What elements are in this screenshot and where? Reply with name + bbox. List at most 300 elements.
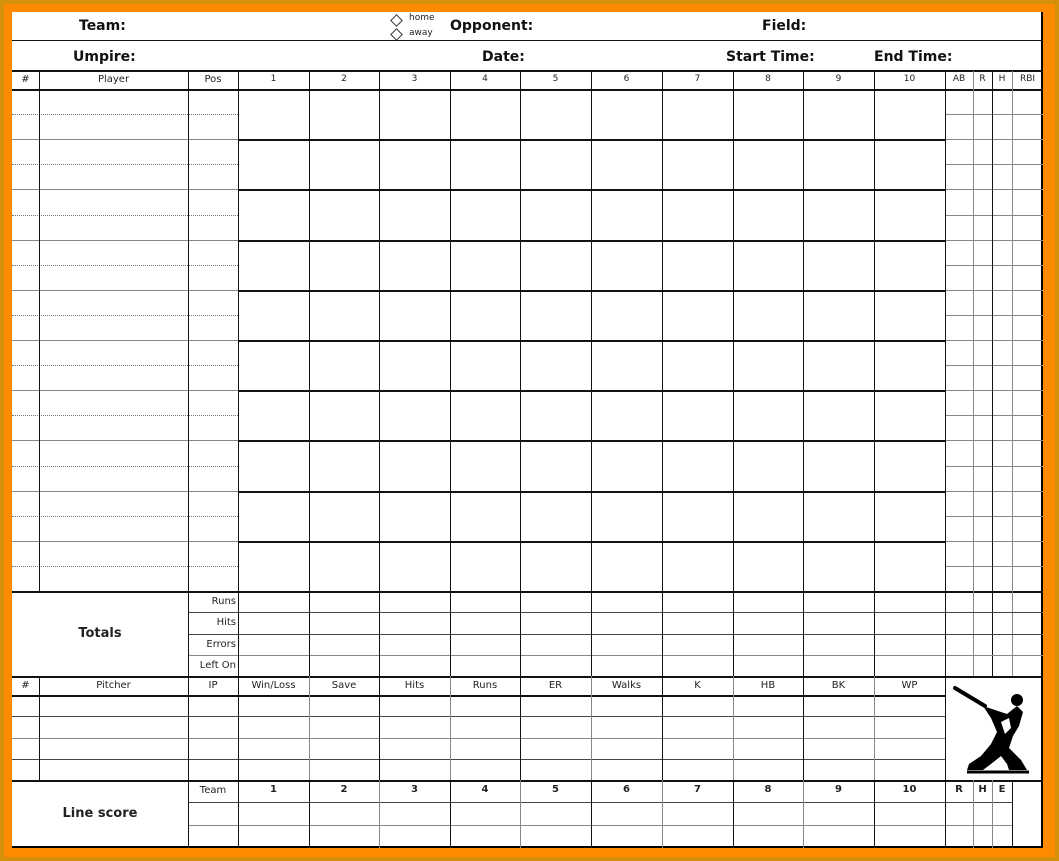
stat-cell[interactable] <box>945 139 973 164</box>
pitching-cell[interactable] <box>39 716 188 737</box>
stat-cell[interactable] <box>992 541 1012 566</box>
at-bat-box[interactable] <box>379 390 450 440</box>
pitching-cell[interactable] <box>12 759 39 780</box>
at-bat-box[interactable] <box>238 139 309 189</box>
pitching-cell[interactable] <box>238 695 309 716</box>
stat-cell[interactable] <box>992 566 1012 591</box>
at-bat-box[interactable] <box>803 89 874 139</box>
line-score-inning-cell[interactable] <box>450 825 520 848</box>
stat-cell[interactable] <box>1012 315 1043 340</box>
at-bat-box[interactable] <box>733 491 803 541</box>
batter-number-cell[interactable] <box>12 189 39 239</box>
at-bat-box[interactable] <box>450 541 520 591</box>
pitching-cell[interactable] <box>12 695 39 716</box>
line-score-team-cell[interactable] <box>188 802 238 825</box>
pitching-cell[interactable] <box>450 738 520 759</box>
at-bat-box[interactable] <box>591 491 662 541</box>
batter-number-cell[interactable] <box>12 440 39 490</box>
at-bat-box[interactable] <box>662 240 733 290</box>
stat-cell[interactable] <box>992 189 1012 214</box>
totals-cell[interactable] <box>520 634 591 655</box>
stat-cell[interactable] <box>992 440 1012 465</box>
pitching-cell[interactable] <box>803 695 874 716</box>
batter-number-cell[interactable] <box>12 290 39 340</box>
stat-cell[interactable] <box>973 340 992 365</box>
position-cell[interactable] <box>188 440 238 490</box>
at-bat-box[interactable] <box>450 390 520 440</box>
stat-cell[interactable] <box>1012 265 1043 290</box>
totals-cell[interactable] <box>662 591 733 612</box>
pitching-cell[interactable] <box>39 759 188 780</box>
position-cell[interactable] <box>188 189 238 239</box>
stat-cell[interactable] <box>945 114 973 139</box>
stat-cell[interactable] <box>1012 491 1043 516</box>
stat-cell[interactable] <box>992 390 1012 415</box>
totals-cell[interactable] <box>450 634 520 655</box>
stat-cell[interactable] <box>992 466 1012 491</box>
at-bat-box[interactable] <box>662 340 733 390</box>
at-bat-box[interactable] <box>520 89 591 139</box>
stat-cell[interactable] <box>1012 290 1043 315</box>
stat-cell[interactable] <box>973 240 992 265</box>
stat-cell[interactable] <box>945 415 973 440</box>
line-score-inning-cell[interactable] <box>874 802 945 825</box>
at-bat-box[interactable] <box>379 491 450 541</box>
at-bat-box[interactable] <box>379 290 450 340</box>
totals-cell[interactable] <box>733 591 803 612</box>
stat-cell[interactable] <box>973 164 992 189</box>
line-score-inning-cell[interactable] <box>238 825 309 848</box>
pitching-cell[interactable] <box>733 695 803 716</box>
at-bat-box[interactable] <box>238 491 309 541</box>
player-name-cell[interactable] <box>39 240 188 265</box>
at-bat-box[interactable] <box>379 541 450 591</box>
stat-cell[interactable] <box>973 566 992 591</box>
line-score-inning-cell[interactable] <box>238 802 309 825</box>
totals-cell[interactable] <box>238 655 309 676</box>
stat-cell[interactable] <box>992 164 1012 189</box>
at-bat-box[interactable] <box>662 189 733 239</box>
player-sub-name-cell[interactable] <box>39 365 188 390</box>
totals-stat-cell[interactable] <box>973 634 992 655</box>
pitching-cell[interactable] <box>591 738 662 759</box>
totals-stat-cell[interactable] <box>1012 634 1043 655</box>
stat-cell[interactable] <box>992 89 1012 114</box>
totals-stat-cell[interactable] <box>973 591 992 612</box>
at-bat-box[interactable] <box>520 189 591 239</box>
stat-cell[interactable] <box>1012 114 1043 139</box>
batter-number-cell[interactable] <box>12 491 39 541</box>
totals-cell[interactable] <box>874 612 945 633</box>
stat-cell[interactable] <box>973 265 992 290</box>
player-sub-name-cell[interactable] <box>39 415 188 440</box>
at-bat-box[interactable] <box>238 189 309 239</box>
stat-cell[interactable] <box>945 340 973 365</box>
pitching-cell[interactable] <box>238 738 309 759</box>
totals-stat-cell[interactable] <box>945 591 973 612</box>
stat-cell[interactable] <box>945 566 973 591</box>
totals-cell[interactable] <box>520 591 591 612</box>
stat-cell[interactable] <box>1012 415 1043 440</box>
totals-cell[interactable] <box>591 634 662 655</box>
at-bat-box[interactable] <box>733 139 803 189</box>
totals-cell[interactable] <box>450 612 520 633</box>
pitching-cell[interactable] <box>379 738 450 759</box>
totals-cell[interactable] <box>591 655 662 676</box>
player-sub-name-cell[interactable] <box>39 566 188 591</box>
at-bat-box[interactable] <box>733 290 803 340</box>
stat-cell[interactable] <box>945 189 973 214</box>
totals-cell[interactable] <box>238 591 309 612</box>
line-score-stat-cell[interactable] <box>945 825 973 848</box>
totals-stat-cell[interactable] <box>992 634 1012 655</box>
at-bat-box[interactable] <box>238 440 309 490</box>
player-name-cell[interactable] <box>39 491 188 516</box>
at-bat-box[interactable] <box>450 189 520 239</box>
stat-cell[interactable] <box>992 365 1012 390</box>
totals-stat-cell[interactable] <box>992 655 1012 676</box>
at-bat-box[interactable] <box>309 89 379 139</box>
at-bat-box[interactable] <box>733 541 803 591</box>
at-bat-box[interactable] <box>450 139 520 189</box>
stat-cell[interactable] <box>945 164 973 189</box>
line-score-inning-cell[interactable] <box>379 802 450 825</box>
at-bat-box[interactable] <box>309 340 379 390</box>
player-name-cell[interactable] <box>39 189 188 214</box>
pitching-cell[interactable] <box>12 716 39 737</box>
stat-cell[interactable] <box>992 265 1012 290</box>
line-score-stat-cell[interactable] <box>973 825 992 848</box>
stat-cell[interactable] <box>973 290 992 315</box>
line-score-inning-cell[interactable] <box>450 802 520 825</box>
at-bat-box[interactable] <box>379 240 450 290</box>
totals-cell[interactable] <box>803 591 874 612</box>
at-bat-box[interactable] <box>450 440 520 490</box>
stat-cell[interactable] <box>1012 340 1043 365</box>
pitching-cell[interactable] <box>39 695 188 716</box>
at-bat-box[interactable] <box>874 89 945 139</box>
stat-cell[interactable] <box>945 466 973 491</box>
stat-cell[interactable] <box>973 189 992 214</box>
batter-number-cell[interactable] <box>12 240 39 290</box>
stat-cell[interactable] <box>1012 215 1043 240</box>
stat-cell[interactable] <box>1012 516 1043 541</box>
totals-cell[interactable] <box>450 591 520 612</box>
stat-cell[interactable] <box>973 114 992 139</box>
position-cell[interactable] <box>188 240 238 290</box>
at-bat-box[interactable] <box>309 491 379 541</box>
totals-stat-cell[interactable] <box>945 655 973 676</box>
batter-number-cell[interactable] <box>12 89 39 139</box>
at-bat-box[interactable] <box>238 89 309 139</box>
at-bat-box[interactable] <box>803 240 874 290</box>
totals-stat-cell[interactable] <box>1012 591 1043 612</box>
stat-cell[interactable] <box>992 315 1012 340</box>
player-name-cell[interactable] <box>39 139 188 164</box>
pitching-cell[interactable] <box>520 695 591 716</box>
line-score-inning-cell[interactable] <box>520 802 591 825</box>
stat-cell[interactable] <box>945 541 973 566</box>
line-score-inning-cell[interactable] <box>662 802 733 825</box>
pitching-cell[interactable] <box>238 759 309 780</box>
totals-cell[interactable] <box>803 634 874 655</box>
stat-cell[interactable] <box>992 290 1012 315</box>
line-score-inning-cell[interactable] <box>803 802 874 825</box>
pitching-cell[interactable] <box>309 759 379 780</box>
stat-cell[interactable] <box>1012 365 1043 390</box>
at-bat-box[interactable] <box>520 491 591 541</box>
at-bat-box[interactable] <box>874 390 945 440</box>
at-bat-box[interactable] <box>874 139 945 189</box>
stat-cell[interactable] <box>973 390 992 415</box>
totals-cell[interactable] <box>450 655 520 676</box>
line-score-stat-cell[interactable] <box>992 802 1012 825</box>
player-sub-name-cell[interactable] <box>39 215 188 240</box>
player-name-cell[interactable] <box>39 440 188 465</box>
pitching-cell[interactable] <box>733 716 803 737</box>
stat-cell[interactable] <box>1012 566 1043 591</box>
line-score-inning-cell[interactable] <box>874 825 945 848</box>
line-score-inning-cell[interactable] <box>591 825 662 848</box>
player-name-cell[interactable] <box>39 290 188 315</box>
totals-cell[interactable] <box>238 612 309 633</box>
at-bat-box[interactable] <box>591 290 662 340</box>
stat-cell[interactable] <box>973 491 992 516</box>
stat-cell[interactable] <box>992 340 1012 365</box>
stat-cell[interactable] <box>945 365 973 390</box>
line-score-inning-cell[interactable] <box>520 825 591 848</box>
batter-number-cell[interactable] <box>12 390 39 440</box>
totals-cell[interactable] <box>662 634 733 655</box>
at-bat-box[interactable] <box>733 390 803 440</box>
totals-cell[interactable] <box>874 591 945 612</box>
pitching-cell[interactable] <box>733 738 803 759</box>
totals-cell[interactable] <box>309 634 379 655</box>
stat-cell[interactable] <box>992 516 1012 541</box>
totals-cell[interactable] <box>733 634 803 655</box>
at-bat-box[interactable] <box>238 541 309 591</box>
totals-cell[interactable] <box>803 655 874 676</box>
at-bat-box[interactable] <box>803 290 874 340</box>
at-bat-box[interactable] <box>803 390 874 440</box>
at-bat-box[interactable] <box>520 440 591 490</box>
line-score-inning-cell[interactable] <box>662 825 733 848</box>
totals-cell[interactable] <box>591 591 662 612</box>
player-sub-name-cell[interactable] <box>39 466 188 491</box>
at-bat-box[interactable] <box>874 189 945 239</box>
at-bat-box[interactable] <box>450 491 520 541</box>
at-bat-box[interactable] <box>662 390 733 440</box>
totals-cell[interactable] <box>238 634 309 655</box>
stat-cell[interactable] <box>945 89 973 114</box>
pitching-cell[interactable] <box>309 738 379 759</box>
pitching-cell[interactable] <box>591 716 662 737</box>
at-bat-box[interactable] <box>591 440 662 490</box>
at-bat-box[interactable] <box>591 189 662 239</box>
stat-cell[interactable] <box>1012 89 1043 114</box>
pitching-cell[interactable] <box>591 695 662 716</box>
position-cell[interactable] <box>188 139 238 189</box>
line-score-stat-cell[interactable] <box>992 825 1012 848</box>
pitching-cell[interactable] <box>450 716 520 737</box>
at-bat-box[interactable] <box>450 340 520 390</box>
stat-cell[interactable] <box>945 516 973 541</box>
team-field[interactable] <box>142 14 387 40</box>
at-bat-box[interactable] <box>520 139 591 189</box>
stat-cell[interactable] <box>992 415 1012 440</box>
batter-number-cell[interactable] <box>12 541 39 591</box>
totals-cell[interactable] <box>309 612 379 633</box>
at-bat-box[interactable] <box>874 541 945 591</box>
pitching-cell[interactable] <box>520 716 591 737</box>
stat-cell[interactable] <box>992 491 1012 516</box>
stat-cell[interactable] <box>1012 466 1043 491</box>
at-bat-box[interactable] <box>874 340 945 390</box>
umpire-field[interactable] <box>142 43 472 70</box>
at-bat-box[interactable] <box>309 541 379 591</box>
at-bat-box[interactable] <box>450 89 520 139</box>
at-bat-box[interactable] <box>379 89 450 139</box>
player-name-cell[interactable] <box>39 390 188 415</box>
totals-cell[interactable] <box>379 591 450 612</box>
stat-cell[interactable] <box>973 466 992 491</box>
stat-cell[interactable] <box>973 315 992 340</box>
at-bat-box[interactable] <box>309 290 379 340</box>
stat-cell[interactable] <box>973 516 992 541</box>
at-bat-box[interactable] <box>662 89 733 139</box>
player-sub-name-cell[interactable] <box>39 265 188 290</box>
at-bat-box[interactable] <box>733 440 803 490</box>
at-bat-box[interactable] <box>803 541 874 591</box>
position-cell[interactable] <box>188 290 238 340</box>
at-bat-box[interactable] <box>733 89 803 139</box>
pitching-cell[interactable] <box>591 759 662 780</box>
line-score-inning-cell[interactable] <box>379 825 450 848</box>
totals-cell[interactable] <box>520 655 591 676</box>
at-bat-box[interactable] <box>309 390 379 440</box>
line-score-inning-cell[interactable] <box>733 802 803 825</box>
at-bat-box[interactable] <box>733 189 803 239</box>
totals-stat-cell[interactable] <box>973 655 992 676</box>
stat-cell[interactable] <box>1012 164 1043 189</box>
end-time-field[interactable] <box>947 43 1037 70</box>
totals-cell[interactable] <box>520 612 591 633</box>
line-score-stat-cell[interactable] <box>945 802 973 825</box>
stat-cell[interactable] <box>1012 240 1043 265</box>
start-time-field[interactable] <box>802 43 867 70</box>
at-bat-box[interactable] <box>238 340 309 390</box>
totals-stat-cell[interactable] <box>992 591 1012 612</box>
totals-cell[interactable] <box>379 655 450 676</box>
totals-cell[interactable] <box>591 612 662 633</box>
at-bat-box[interactable] <box>662 491 733 541</box>
position-cell[interactable] <box>188 89 238 139</box>
player-sub-name-cell[interactable] <box>39 315 188 340</box>
stat-cell[interactable] <box>945 440 973 465</box>
at-bat-box[interactable] <box>733 240 803 290</box>
pitching-cell[interactable] <box>188 716 238 737</box>
field-field[interactable] <box>812 14 1037 40</box>
stat-cell[interactable] <box>973 440 992 465</box>
stat-cell[interactable] <box>992 215 1012 240</box>
line-score-inning-cell[interactable] <box>591 802 662 825</box>
at-bat-box[interactable] <box>591 240 662 290</box>
at-bat-box[interactable] <box>803 340 874 390</box>
stat-cell[interactable] <box>973 215 992 240</box>
at-bat-box[interactable] <box>591 340 662 390</box>
stat-cell[interactable] <box>945 240 973 265</box>
at-bat-box[interactable] <box>803 139 874 189</box>
at-bat-box[interactable] <box>520 240 591 290</box>
pitching-cell[interactable] <box>379 759 450 780</box>
totals-cell[interactable] <box>733 612 803 633</box>
totals-cell[interactable] <box>662 655 733 676</box>
stat-cell[interactable] <box>945 491 973 516</box>
line-score-inning-cell[interactable] <box>733 825 803 848</box>
stat-cell[interactable] <box>945 290 973 315</box>
pitching-cell[interactable] <box>803 716 874 737</box>
pitching-cell[interactable] <box>662 695 733 716</box>
pitching-cell[interactable] <box>188 738 238 759</box>
at-bat-box[interactable] <box>450 240 520 290</box>
pitching-cell[interactable] <box>874 695 945 716</box>
at-bat-box[interactable] <box>662 290 733 340</box>
at-bat-box[interactable] <box>733 340 803 390</box>
stat-cell[interactable] <box>992 114 1012 139</box>
totals-cell[interactable] <box>874 655 945 676</box>
player-name-cell[interactable] <box>39 541 188 566</box>
at-bat-box[interactable] <box>874 240 945 290</box>
at-bat-box[interactable] <box>238 390 309 440</box>
at-bat-box[interactable] <box>520 390 591 440</box>
pitching-cell[interactable] <box>662 716 733 737</box>
at-bat-box[interactable] <box>379 189 450 239</box>
pitching-cell[interactable] <box>238 716 309 737</box>
at-bat-box[interactable] <box>803 440 874 490</box>
stat-cell[interactable] <box>992 139 1012 164</box>
player-name-cell[interactable] <box>39 89 188 114</box>
totals-stat-cell[interactable] <box>1012 612 1043 633</box>
line-score-inning-cell[interactable] <box>309 802 379 825</box>
at-bat-box[interactable] <box>591 139 662 189</box>
at-bat-box[interactable] <box>591 541 662 591</box>
stat-cell[interactable] <box>1012 440 1043 465</box>
at-bat-box[interactable] <box>520 541 591 591</box>
stat-cell[interactable] <box>973 139 992 164</box>
totals-cell[interactable] <box>733 655 803 676</box>
pitching-cell[interactable] <box>12 738 39 759</box>
line-score-inning-cell[interactable] <box>309 825 379 848</box>
pitching-cell[interactable] <box>874 716 945 737</box>
totals-cell[interactable] <box>803 612 874 633</box>
player-name-cell[interactable] <box>39 340 188 365</box>
stat-cell[interactable] <box>1012 139 1043 164</box>
totals-stat-cell[interactable] <box>945 634 973 655</box>
batter-number-cell[interactable] <box>12 340 39 390</box>
at-bat-box[interactable] <box>238 290 309 340</box>
stat-cell[interactable] <box>945 390 973 415</box>
pitching-cell[interactable] <box>874 759 945 780</box>
at-bat-box[interactable] <box>309 240 379 290</box>
at-bat-box[interactable] <box>662 541 733 591</box>
at-bat-box[interactable] <box>309 139 379 189</box>
at-bat-box[interactable] <box>379 340 450 390</box>
player-sub-name-cell[interactable] <box>39 164 188 189</box>
pitching-cell[interactable] <box>309 716 379 737</box>
stat-cell[interactable] <box>973 541 992 566</box>
pitching-cell[interactable] <box>188 759 238 780</box>
at-bat-box[interactable] <box>379 440 450 490</box>
